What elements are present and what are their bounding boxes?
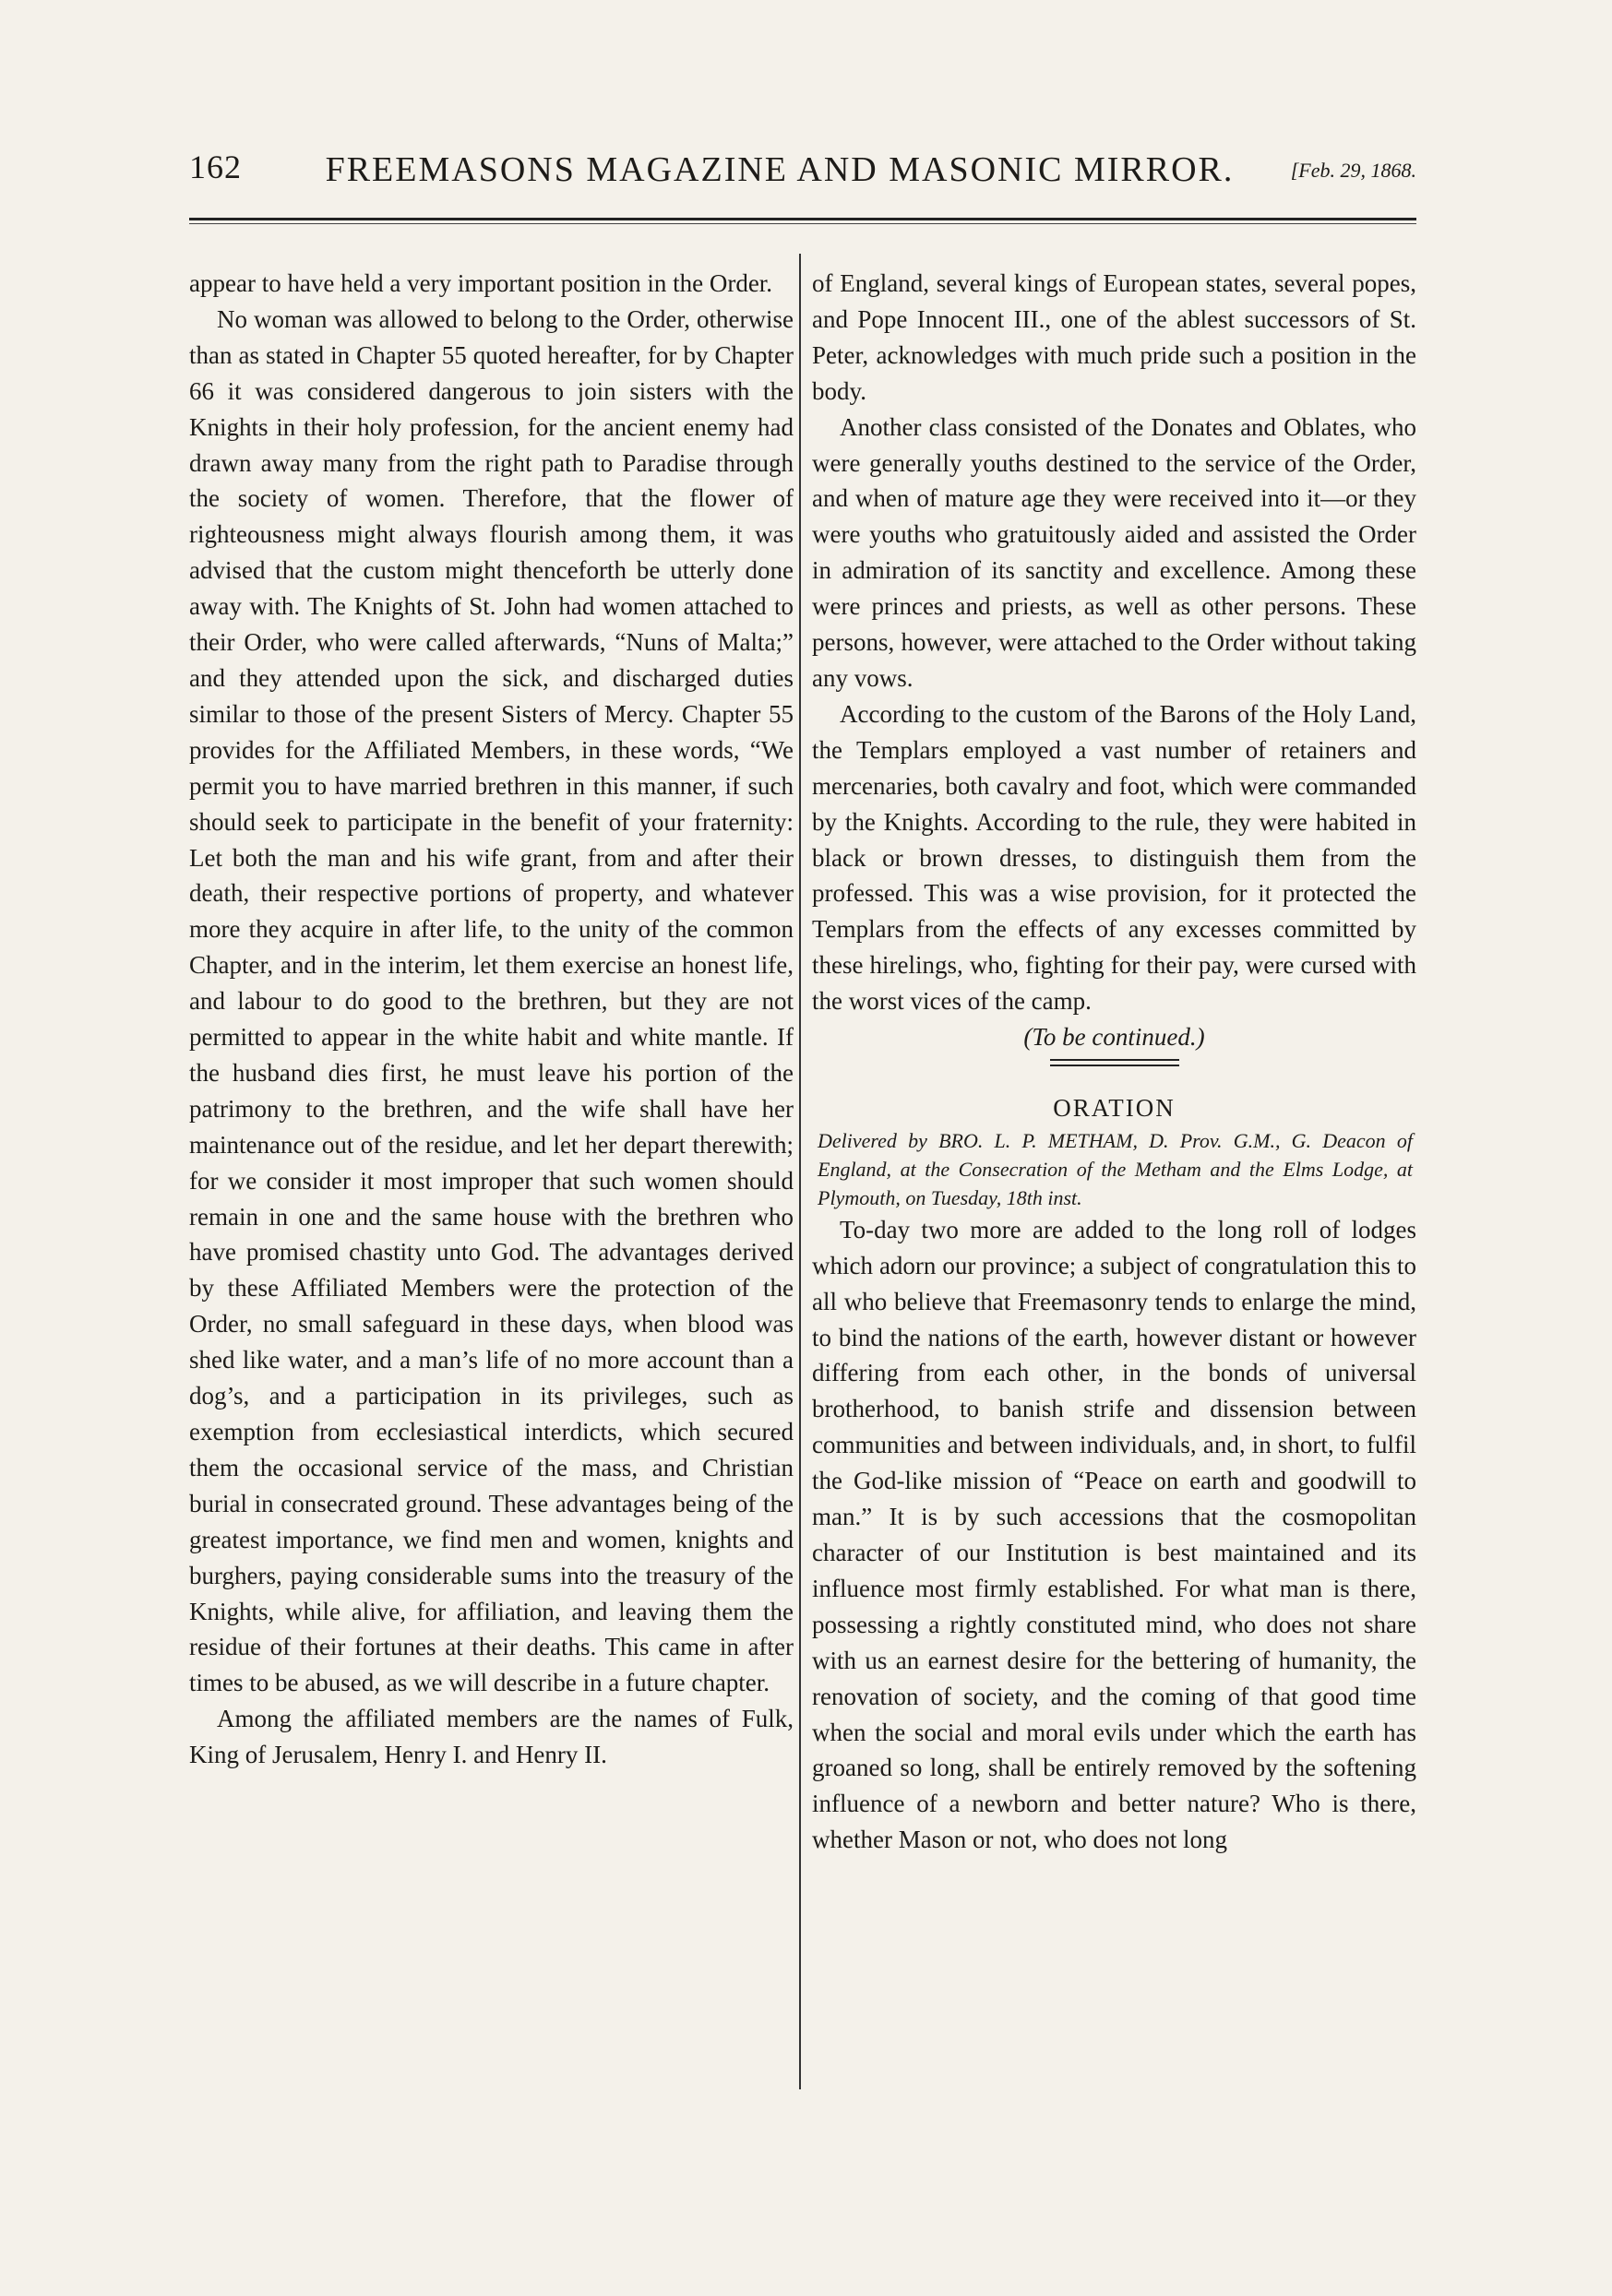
page-header	[189, 148, 1416, 203]
oration-paragraph: To-day two more are added to the long roll of lodges which adorn our province; a subject of congratulation this to all who believe that Freemasonry tends to enlarge the mind, to bind the nations of the earth, however distant or however differing from each other, in the bonds of universal brotherhood, to banish strife and dissension between communities and between individuals, and, in short, to fulfil the God-like mission of “Peace on earth and goodwill to man.” It is by such accessions that the cosmopolitan character of our Institution is best maintained and its influence most firmly established. For what man is there, possessing a rightly constituted mind, who does not share with us an earnest desire for the bettering of humanity, the renovation of society, and the coming of that good time when the social and moral evils under which the earth has groaned so long, shall be entirely removed by the softening influence of a newborn and better nature? Who is there, whether Mason or not, who does not long	[812, 1215, 1416, 1854]
right-paragraph-3: According to the custom of the Barons of the Holy Land, the Templars employed a vast number of retainers and mercenaries, both cavalry and foot, which were commanded by the Knights. According to the rule, they were habited in black or brown dresses, to distinguish them from the professed. This was a wise provision, for it protected the Templars from the effects of any excesses committed by these hirelings, who, fighting for their pay, were cursed with the worst vices of the camp.	[812, 699, 1416, 1016]
right-paragraph-2: Another class consisted of the Donates and Oblates, who were generally youths destined to the service of the Order, and when of mature age they were received into it—or they were youths who gratuitously aided and assisted the Order in admiration of its sanctity and excellence. Among these were princes and priests, as well as other persons. These persons, however, were attached to the Order without taking any vows.	[812, 412, 1416, 692]
issue-date: [Feb. 29, 1868.	[1290, 159, 1416, 182]
left-paragraph-3: Among the affiliated members are the names of Fulk, King of Jerusalem, Henry I. and Henry II.	[189, 1705, 794, 1769]
to-be-continued: (To be continued.)	[1023, 1023, 1205, 1052]
right-column	[812, 266, 1416, 1858]
header-rule-thin	[189, 223, 1416, 224]
oration-heading: ORATION	[1053, 1093, 1176, 1122]
page-number: 162	[189, 149, 242, 185]
left-column	[189, 266, 794, 1773]
right-paragraph-1: of England, several kings of European states, several popes, and Pope Innocent III., one of the ablest successors of St. Peter, acknowledges with much pride such a position in the body.	[812, 269, 1416, 405]
left-paragraph-1: appear to have held a very important position in the Order.	[189, 269, 773, 297]
column-divider	[799, 254, 801, 2089]
section-separator	[1050, 1059, 1179, 1066]
magazine-title: FREEMASONS MAGAZINE AND MASONIC MIRROR.	[325, 150, 1235, 189]
left-paragraph-2: No woman was allowed to belong to the Order, otherwise than as stated in Chapter 55 quoted hereafter, for by Chapter 66 it was considered dangerous to join sisters with the Knights in their holy profession, for the ancient enemy had drawn away many from the right path to Paradise through the society of women. Therefore, that the flower of righteousness might always flourish among them, it was advised that the custom might thenceforth be utterly done away with. The Knights of St. John had women attached to their Order, who were called afterwards, “Nuns of Malta;” and they attended upon the sick, and discharged duties similar to those of the present Sisters of Mercy. Chapter 55 provides for the Affiliated Members, in these words, “We permit you to have married brethren in this manner, if such should seek to participate in the benefit of your fraternity: Let both the man and his wife grant, from and after their death, their respective portions of property, and whatever more they acquire in after life, to the unity of the common Chapter, and in the interim, let them exercise an honest life, and labour to do good to the brethren, but they are not permitted to appear in the white habit and white mantle. If the husband dies first, he must leave his portion of the patrimony to the brethren, and the wife shall have her maintenance out of the residue, and let her depart therewith; for we consider it most improper that such women should remain in one and the same house with the brethren who have promised chastity unto God. The advantages derived by these Affiliated Members were the protection of the Order, no small safeguard in these days, when blood was shed like water, and a man’s life of no more account than a dog’s, and a participation in its privileges, such as exemption from ecclesiastical interdicts, which secured them the occasional service of the mass, and Christian burial in consecrated ground. These advantages being of the greatest importance, we find men and women, knights and burghers, paying considerable sums into the treasury of the Knights, while alive, for affiliation, and leaving them the residue of their fortunes at their deaths. This came in after times to be abused, as we will describe in a future chapter.	[189, 304, 794, 1697]
header-rule	[189, 218, 1416, 220]
oration-subtitle: Delivered by BRO. L. P. METHAM, D. Prov. G.M., G. Deacon of England, at the Consecration of the Metham and the Elms Lodge, at Plymouth, on Tuesday, 18th inst.	[818, 1128, 1413, 1209]
